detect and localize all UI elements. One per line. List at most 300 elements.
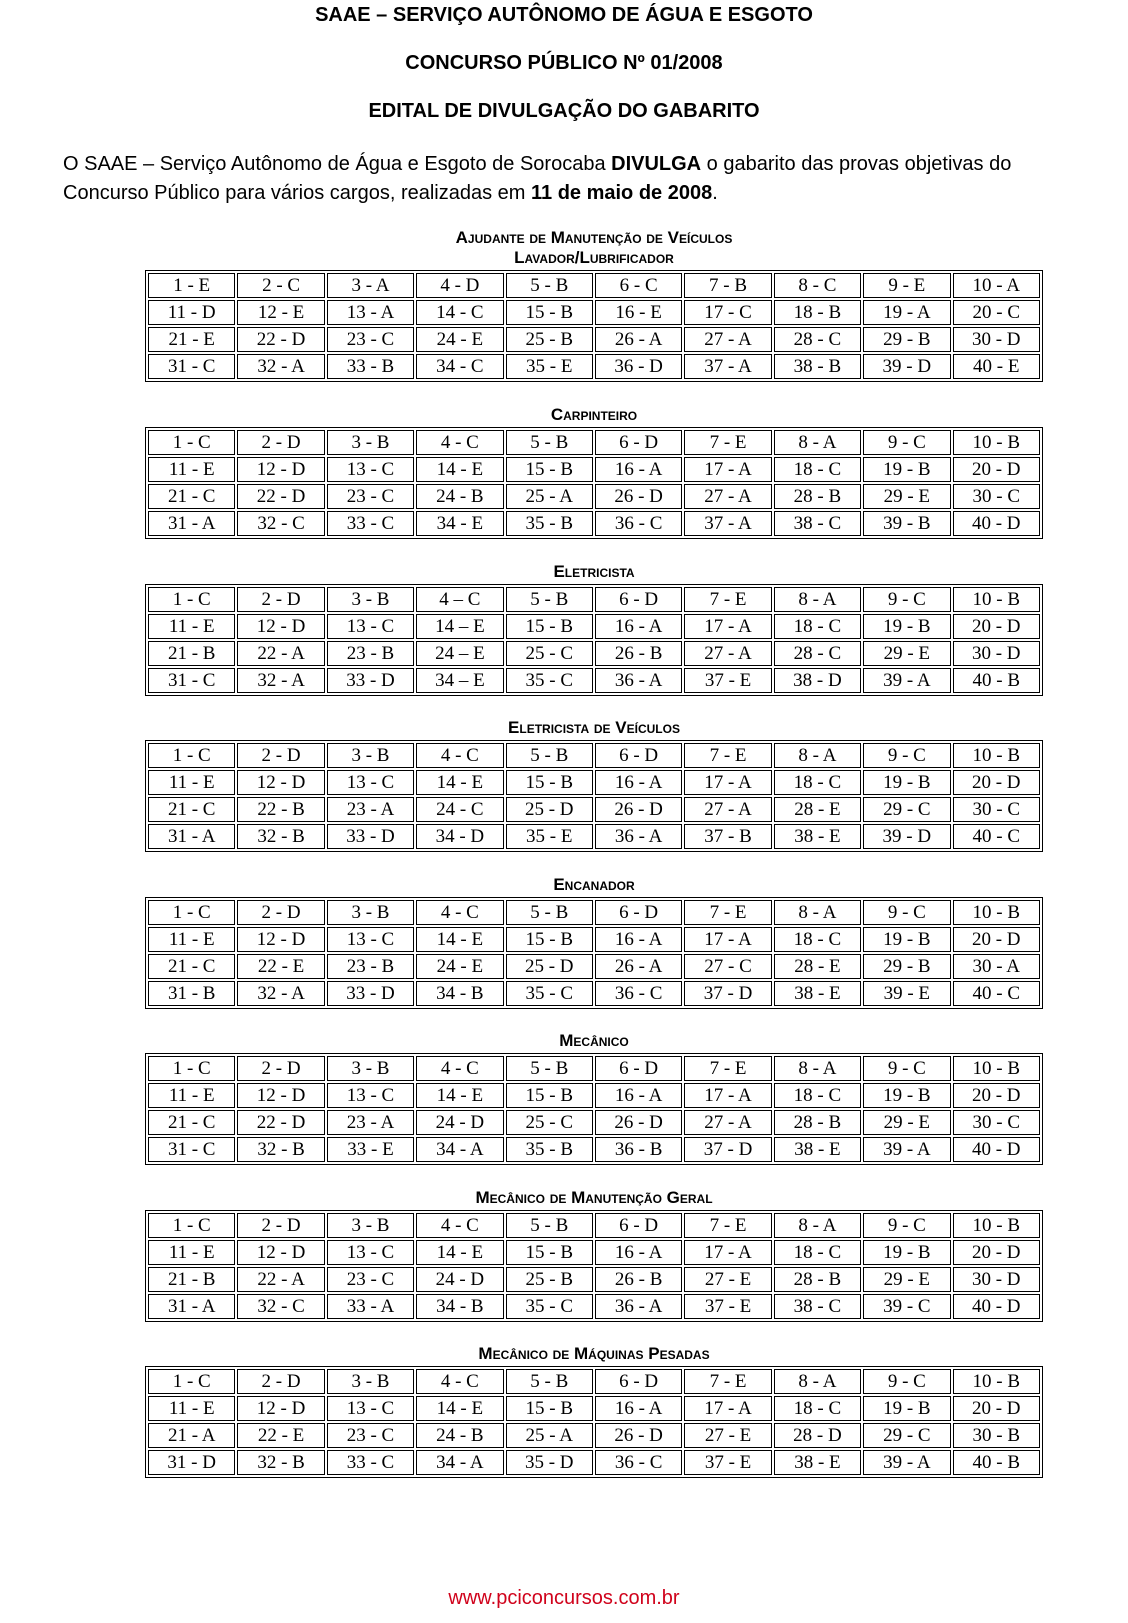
table-row [148,300,1040,325]
answer-cell: 38 - E [774,1137,861,1162]
answer-cell: 27 - A [684,641,771,666]
section-title: Mecânico de Máquinas Pesadas [478,1344,710,1363]
answer-cell: 20 - D [953,1240,1040,1265]
answer-cell: 26 - A [595,327,682,352]
answer-cell: 34 - A [416,1137,503,1162]
answer-cell: 38 - E [774,981,861,1006]
answer-cell: 33 - C [327,511,414,536]
answer-cell: 21 - C [148,484,235,509]
answer-cell: 38 - C [774,511,861,536]
answer-cell: 22 - A [237,641,324,666]
answer-cell: 8 - A [774,1056,861,1081]
answer-cell: 14 - C [416,300,503,325]
answer-cell: 13 - C [327,614,414,639]
answer-cell: 9 - C [863,1056,950,1081]
answer-cell: 7 - B [684,273,771,298]
answer-cell: 28 - B [774,484,861,509]
answer-cell: 2 - D [237,743,324,768]
answer-cell: 38 - E [774,1450,861,1475]
answer-cell: 18 - B [774,300,861,325]
answer-cell: 8 - A [774,430,861,455]
answer-cell: 30 - A [953,954,1040,979]
intro-text-2: o gabarito das provas objetivas do [701,153,1012,175]
answer-cell: 22 - D [237,327,324,352]
answer-cell: 35 - B [506,511,593,536]
answer-cell: 32 - B [237,824,324,849]
answer-cell: 10 - B [953,587,1040,612]
answer-cell: 3 - B [327,900,414,925]
answer-cell: 8 - A [774,587,861,612]
answer-cell: 36 - A [595,824,682,849]
answer-cell: 15 - B [506,1396,593,1421]
answer-cell: 22 - E [237,954,324,979]
table-row [148,1369,1040,1394]
answer-cell: 16 - A [595,927,682,952]
answer-cell: 20 - D [953,1083,1040,1108]
answer-cell: 39 - A [863,1450,950,1475]
answer-cell: 37 - D [684,981,771,1006]
answer-cell: 10 - B [953,900,1040,925]
answer-cell: 33 - D [327,668,414,693]
table-row [148,484,1040,509]
answer-cell: 15 - B [506,300,593,325]
answer-cell: 16 - A [595,1083,682,1108]
answer-cell: 35 - E [506,824,593,849]
section-0 [145,228,1043,382]
answer-cell: 29 - E [863,641,950,666]
answer-cell: 25 - C [506,641,593,666]
answer-cell: 4 – C [416,587,503,612]
answer-cell: 5 - B [506,1213,593,1238]
answer-cell: 18 - C [774,927,861,952]
answer-cell: 40 - E [953,354,1040,379]
answer-cell: 15 - B [506,614,593,639]
answer-cell: 4 - C [416,900,503,925]
answer-cell: 33 - D [327,981,414,1006]
answer-cell: 21 - C [148,1110,235,1135]
intro-bold-divulga: DIVULGA [611,153,702,175]
table-row [148,511,1040,536]
answer-cell: 25 - C [506,1110,593,1135]
answer-cell: 13 - C [327,927,414,952]
answer-cell: 27 - A [684,1110,771,1135]
intro-text-3: Concurso Público para vários cargos, realizadas em [63,182,531,204]
section-5 [145,1031,1043,1165]
answer-cell: 8 - C [774,273,861,298]
answer-cell: 18 - C [774,1240,861,1265]
answer-cell: 40 - D [953,1294,1040,1319]
answer-table [145,1053,1043,1165]
answer-cell: 35 - B [506,1137,593,1162]
table-row [148,641,1040,666]
answer-cell: 4 - C [416,1369,503,1394]
answer-cell: 21 - E [148,327,235,352]
table-row [148,1240,1040,1265]
answer-cell: 14 - E [416,1083,503,1108]
answer-cell: 7 - E [684,1213,771,1238]
answer-cell: 17 - A [684,927,771,952]
table-row [148,354,1040,379]
answer-cell: 25 - D [506,954,593,979]
answer-cell: 2 - D [237,1056,324,1081]
table-row [148,1213,1040,1238]
answer-cell: 29 - C [863,797,950,822]
answer-cell: 40 - D [953,1137,1040,1162]
answer-cell: 30 - D [953,327,1040,352]
section-title: Mecânico [559,1031,629,1050]
answer-cell: 23 - B [327,954,414,979]
answer-cell: 27 - A [684,484,771,509]
answer-cell: 39 - B [863,511,950,536]
answer-table [145,897,1043,1009]
section-6 [145,1188,1043,1322]
answer-cell: 18 - C [774,770,861,795]
answer-cell: 36 - C [595,511,682,536]
answer-cell: 25 - B [506,1267,593,1292]
answer-cell: 26 - D [595,484,682,509]
answer-cell: 3 - B [327,743,414,768]
answer-cell: 20 - D [953,770,1040,795]
answer-cell: 39 - E [863,981,950,1006]
answer-cell: 37 - D [684,1137,771,1162]
header-organization: SAAE – SERVIÇO AUTÔNOMO DE ÁGUA E ESGOTO [315,4,813,26]
answer-cell: 33 - C [327,1450,414,1475]
answer-cell: 28 - C [774,641,861,666]
section-title: Encanador [553,875,635,894]
answer-cell: 12 - D [237,1396,324,1421]
answer-cell: 22 - B [237,797,324,822]
answer-cell: 37 - A [684,511,771,536]
answer-cell: 38 - E [774,824,861,849]
answer-cell: 19 - B [863,1240,950,1265]
answer-cell: 9 - C [863,1213,950,1238]
section-3 [145,718,1043,852]
answer-cell: 24 – E [416,641,503,666]
answer-cell: 23 - A [327,797,414,822]
answer-cell: 10 - B [953,1369,1040,1394]
answer-cell: 10 - B [953,1056,1040,1081]
answer-cell: 9 - C [863,587,950,612]
answer-cell: 34 - A [416,1450,503,1475]
table-row [148,327,1040,352]
answer-cell: 39 - A [863,668,950,693]
answer-cell: 5 - B [506,900,593,925]
answer-cell: 4 - C [416,1056,503,1081]
answer-cell: 27 - A [684,797,771,822]
answer-cell: 27 - A [684,327,771,352]
answer-table [145,1366,1043,1478]
answer-cell: 30 - C [953,797,1040,822]
answer-cell: 27 - C [684,954,771,979]
answer-cell: 35 - D [506,1450,593,1475]
answer-cell: 37 - E [684,1450,771,1475]
answer-cell: 37 - E [684,668,771,693]
answer-cell: 11 - E [148,927,235,952]
answer-table [145,1210,1043,1322]
answer-cell: 25 - B [506,327,593,352]
table-row [148,927,1040,952]
answer-cell: 14 – E [416,614,503,639]
answer-cell: 24 - C [416,797,503,822]
answer-cell: 40 - C [953,981,1040,1006]
table-row [148,668,1040,693]
answer-cell: 8 - A [774,1213,861,1238]
answer-cell: 31 - C [148,354,235,379]
answer-cell: 14 - E [416,927,503,952]
section-4 [145,875,1043,1009]
answer-cell: 9 - E [863,273,950,298]
answer-cell: 25 - A [506,484,593,509]
answer-cell: 40 - B [953,668,1040,693]
answer-cell: 1 - E [148,273,235,298]
answer-cell: 36 - C [595,981,682,1006]
answer-cell: 17 - A [684,614,771,639]
answer-table [145,427,1043,539]
answer-cell: 19 - A [863,300,950,325]
answer-cell: 15 - B [506,770,593,795]
answer-cell: 24 - D [416,1267,503,1292]
answer-cell: 6 - C [595,273,682,298]
answer-cell: 11 - E [148,1396,235,1421]
answer-cell: 5 - B [506,1056,593,1081]
answer-cell: 31 - A [148,824,235,849]
answer-cell: 8 - A [774,900,861,925]
answer-cell: 1 - C [148,900,235,925]
answer-cell: 34 - D [416,824,503,849]
answer-cell: 5 - B [506,430,593,455]
answer-cell: 29 - E [863,1110,950,1135]
table-row [148,1396,1040,1421]
answer-cell: 17 - A [684,457,771,482]
answer-cell: 38 - B [774,354,861,379]
answer-table [145,740,1043,852]
answer-cell: 34 - E [416,511,503,536]
answer-cell: 31 - C [148,668,235,693]
answer-cell: 31 - A [148,511,235,536]
answer-cell: 8 - A [774,743,861,768]
table-row [148,457,1040,482]
answer-cell: 11 - E [148,457,235,482]
answer-cell: 26 - D [595,1110,682,1135]
answer-cell: 19 - B [863,1083,950,1108]
answer-cell: 37 - B [684,824,771,849]
answer-cell: 2 - D [237,1213,324,1238]
answer-cell: 38 - C [774,1294,861,1319]
section-title: Eletricista [553,562,635,581]
answer-cell: 15 - B [506,1240,593,1265]
answer-cell: 31 - A [148,1294,235,1319]
answer-cell: 27 - E [684,1267,771,1292]
table-row [148,273,1040,298]
answer-cell: 21 - B [148,1267,235,1292]
answer-cell: 35 - C [506,1294,593,1319]
answer-cell: 6 - D [595,1369,682,1394]
answer-cell: 29 - E [863,1267,950,1292]
answer-cell: 28 - E [774,797,861,822]
answer-cell: 11 - E [148,614,235,639]
intro-text-4: . [712,182,718,204]
intro-text-1: O SAAE – Serviço Autônomo de Água e Esgoto de Sorocaba [63,153,612,175]
answer-cell: 23 - A [327,1110,414,1135]
answer-cell: 4 - C [416,743,503,768]
answer-cell: 1 - C [148,1213,235,1238]
answer-cell: 19 - B [863,614,950,639]
footer-url[interactable]: www.pciconcursos.com.br [448,1587,680,1609]
table-row [148,954,1040,979]
answer-cell: 25 - A [506,1423,593,1448]
table-row [148,1110,1040,1135]
answer-cell: 2 - D [237,1369,324,1394]
answer-cell: 15 - B [506,927,593,952]
header-notice: EDITAL DE DIVULGAÇÃO DO GABARITO [368,100,760,122]
answer-cell: 35 - C [506,668,593,693]
answer-cell: 33 - E [327,1137,414,1162]
answer-cell: 8 - A [774,1369,861,1394]
answer-cell: 10 - B [953,743,1040,768]
answer-cell: 32 - A [237,981,324,1006]
answer-cell: 22 - A [237,1267,324,1292]
section-title: Ajudante de Manutenção de Veículos [455,228,733,247]
answer-cell: 39 - D [863,354,950,379]
section-7 [145,1344,1043,1478]
table-row [148,743,1040,768]
answer-cell: 36 - B [595,1137,682,1162]
answer-cell: 25 - D [506,797,593,822]
answer-cell: 32 - C [237,511,324,536]
answer-cell: 6 - D [595,743,682,768]
answer-cell: 15 - B [506,457,593,482]
answer-cell: 10 - B [953,1213,1040,1238]
answer-cell: 36 - A [595,1294,682,1319]
answer-cell: 13 - C [327,457,414,482]
section-title: Eletricista de Veículos [508,718,680,737]
answer-cell: 24 - D [416,1110,503,1135]
answer-cell: 30 - D [953,641,1040,666]
table-row [148,1450,1040,1475]
answer-cell: 38 - D [774,668,861,693]
answer-cell: 36 - C [595,1450,682,1475]
answer-cell: 20 - D [953,927,1040,952]
answer-cell: 31 - D [148,1450,235,1475]
answer-cell: 32 - B [237,1137,324,1162]
table-row [148,981,1040,1006]
answer-cell: 23 - B [327,641,414,666]
answer-cell: 9 - C [863,900,950,925]
answer-cell: 3 - A [327,273,414,298]
answer-cell: 32 - A [237,354,324,379]
answer-cell: 26 - B [595,641,682,666]
answer-cell: 9 - C [863,1369,950,1394]
answer-cell: 22 - D [237,1110,324,1135]
answer-cell: 14 - E [416,770,503,795]
answer-cell: 40 - C [953,824,1040,849]
answer-cell: 12 - D [237,457,324,482]
answer-cell: 14 - E [416,457,503,482]
section-title: Carpinteiro [550,405,638,424]
answer-cell: 17 - A [684,1240,771,1265]
answer-cell: 4 - C [416,430,503,455]
answer-cell: 17 - C [684,300,771,325]
answer-cell: 29 - C [863,1423,950,1448]
answer-cell: 15 - B [506,1083,593,1108]
answer-cell: 23 - C [327,1267,414,1292]
answer-cell: 7 - E [684,587,771,612]
table-row [148,1056,1040,1081]
answer-cell: 18 - C [774,457,861,482]
answer-cell: 29 - B [863,327,950,352]
answer-cell: 39 - C [863,1294,950,1319]
answer-cell: 28 - B [774,1267,861,1292]
answer-cell: 21 - C [148,797,235,822]
answer-cell: 3 - B [327,1369,414,1394]
answer-cell: 36 - A [595,668,682,693]
section-2 [145,562,1043,696]
answer-cell: 21 - C [148,954,235,979]
answer-cell: 22 - E [237,1423,324,1448]
table-row [148,797,1040,822]
answer-cell: 1 - C [148,743,235,768]
answer-cell: 6 - D [595,900,682,925]
table-row [148,614,1040,639]
answer-cell: 18 - C [774,614,861,639]
section-1 [145,405,1043,539]
answer-cell: 20 - C [953,300,1040,325]
answer-cell: 26 - B [595,1267,682,1292]
answer-cell: 40 - B [953,1450,1040,1475]
answer-cell: 2 - D [237,900,324,925]
answer-cell: 40 - D [953,511,1040,536]
answer-cell: 34 - B [416,1294,503,1319]
answer-cell: 26 - A [595,954,682,979]
answer-cell: 27 - E [684,1423,771,1448]
answer-cell: 3 - B [327,1213,414,1238]
answer-cell: 6 - D [595,587,682,612]
answer-cell: 37 - E [684,1294,771,1319]
answer-cell: 2 - D [237,587,324,612]
answer-cell: 12 - D [237,1083,324,1108]
answer-cell: 13 - C [327,1240,414,1265]
answer-cell: 14 - E [416,1240,503,1265]
answer-cell: 2 - D [237,430,324,455]
answer-cell: 35 - C [506,981,593,1006]
answer-cell: 7 - E [684,430,771,455]
table-row [148,1294,1040,1319]
answer-cell: 28 - D [774,1423,861,1448]
answer-cell: 31 - B [148,981,235,1006]
answer-cell: 32 - B [237,1450,324,1475]
intro-bold-date: 11 de maio de 2008 [531,182,713,204]
answer-cell: 5 - B [506,273,593,298]
answer-cell: 28 - C [774,327,861,352]
answer-table [145,584,1043,696]
answer-cell: 1 - C [148,430,235,455]
table-row [148,1423,1040,1448]
answer-cell: 26 - D [595,797,682,822]
answer-cell: 34 - C [416,354,503,379]
answer-cell: 23 - C [327,1423,414,1448]
answer-cell: 16 - A [595,770,682,795]
answer-cell: 11 - E [148,1240,235,1265]
answer-cell: 30 - C [953,1110,1040,1135]
answer-cell: 24 - E [416,954,503,979]
answer-cell: 22 - D [237,484,324,509]
answer-cell: 11 - E [148,1083,235,1108]
answer-cell: 13 - C [327,1083,414,1108]
answer-cell: 33 - B [327,354,414,379]
answer-cell: 32 - C [237,1294,324,1319]
answer-cell: 28 - E [774,954,861,979]
answer-cell: 9 - C [863,430,950,455]
